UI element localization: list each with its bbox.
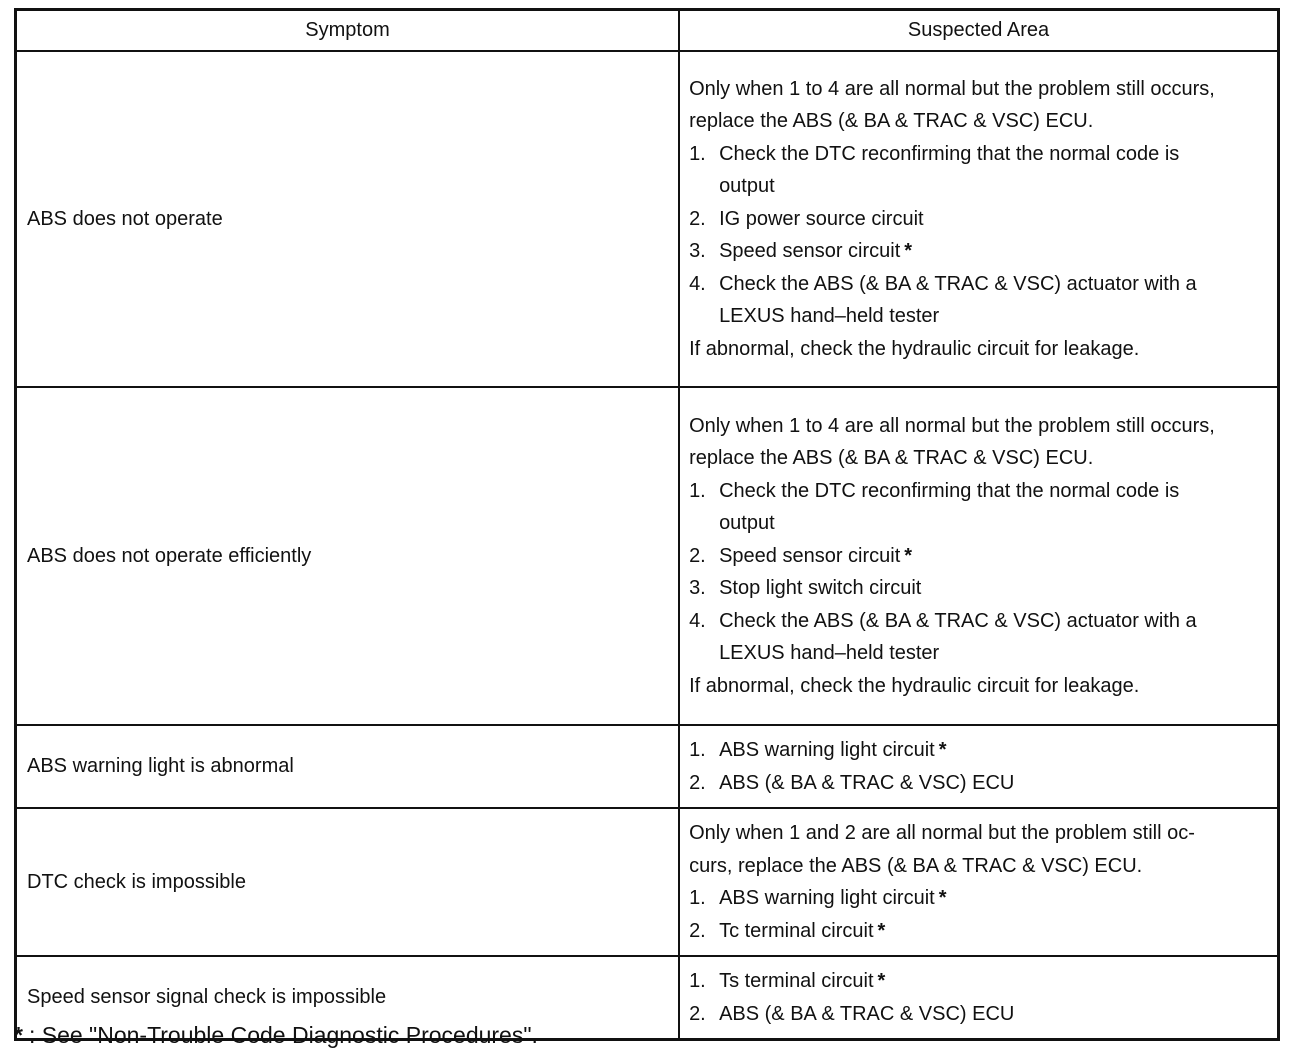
list-item [689, 268, 1267, 333]
list-item-line: ABS (& BA & TRAC & VSC) ECU [719, 771, 1015, 794]
table-row [16, 725, 1279, 808]
table-header-row [16, 10, 1279, 52]
suspected-area-cell [679, 51, 1278, 387]
list-item-line: ABS warning light circuit [719, 739, 935, 761]
intro-line: Only when 1 to 4 are all normal but the problem still occurs, [689, 414, 1215, 437]
list-item-line: Check the ABS (& BA & TRAC & VSC) actuator with a [719, 272, 1197, 295]
list-item-line: Check the DTC reconfirming that the normal code is [719, 142, 1180, 165]
symptom-cell: ABS warning light is abnormal [16, 725, 680, 808]
suspected-area-cell [679, 808, 1278, 956]
list-item-number: 2. [689, 544, 706, 567]
list-item-number: 4. [689, 609, 706, 632]
intro-line: replace the ABS (& BA & TRAC & VSC) ECU. [689, 447, 1094, 470]
table-body [16, 51, 1279, 1040]
reference-star: * [938, 739, 947, 761]
list-item-number: 2. [689, 771, 706, 794]
list-item [689, 203, 1267, 236]
list-item-line: LEXUS hand–held tester [719, 642, 940, 665]
symptom-table [14, 8, 1280, 1041]
list-item-line: Check the DTC reconfirming that the normal code is [719, 479, 1180, 502]
intro-line: Only when 1 to 4 are all normal but the problem still occurs, [689, 77, 1215, 100]
list-item-text [719, 138, 1267, 203]
reference-star: * [877, 919, 886, 942]
list-item-line: LEXUS hand–held tester [719, 305, 940, 328]
intro-line: Only when 1 and 2 are all normal but the problem still oc- [689, 822, 1195, 844]
table-row [16, 51, 1279, 387]
list-item [689, 572, 1267, 605]
list-item-number: 1. [689, 739, 706, 761]
list-item [689, 475, 1267, 540]
suspected-area-cell [679, 725, 1278, 808]
list-item [689, 235, 1267, 268]
list-item-number: 1. [689, 479, 706, 502]
list-item-line: Ts terminal circuit [719, 970, 874, 992]
list-item [689, 734, 1267, 767]
list-item-number: 2. [689, 1002, 706, 1025]
header-suspected-area: Suspected Area [679, 10, 1278, 52]
list-item-number: 2. [689, 207, 706, 230]
list-item-number: 1. [689, 887, 706, 909]
list-item-text [719, 203, 1267, 236]
list-item-line: ABS warning light circuit [719, 887, 935, 909]
list-item-text [719, 965, 1267, 998]
list-item [689, 605, 1267, 670]
footnote [14, 1022, 538, 1049]
table-row [16, 387, 1279, 725]
list-item [689, 965, 1267, 998]
footnote-marker: * [14, 1022, 23, 1048]
list-item-number: 1. [689, 970, 706, 992]
list-item [689, 767, 1267, 800]
list-item-text [719, 572, 1267, 605]
symptom-cell: ABS does not operate efficiently [16, 387, 680, 725]
suspected-area-cell [679, 956, 1278, 1040]
list-item-text [719, 268, 1267, 333]
symptom-cell: Speed sensor signal check is impossible [16, 956, 680, 1040]
list-item-number: 1. [689, 142, 706, 165]
list-item [689, 138, 1267, 203]
list-item [689, 540, 1267, 573]
list-item-line: ABS (& BA & TRAC & VSC) ECU [719, 1002, 1015, 1025]
reference-star: * [938, 887, 947, 909]
intro-line: curs, replace the ABS (& BA & TRAC & VSC) ECU. [689, 854, 1143, 877]
list-item [689, 882, 1267, 915]
list-item-line: output [719, 512, 775, 535]
list-item-line: Stop light switch circuit [719, 577, 922, 600]
symptom-cell: ABS does not operate [16, 51, 680, 387]
list-item-line: IG power source circuit [719, 207, 924, 230]
reference-star: * [877, 970, 886, 992]
list-item [689, 998, 1267, 1031]
outro-line: If abnormal, check the hydraulic circuit for leakage. [689, 337, 1140, 360]
symptom-cell: DTC check is impossible [16, 808, 680, 956]
reference-star: * [904, 240, 913, 263]
list-item-text [719, 235, 1267, 268]
table-row [16, 808, 1279, 956]
outro-line: If abnormal, check the hydraulic circuit for leakage. [689, 674, 1140, 697]
list-item-line: Tc terminal circuit [719, 919, 874, 942]
intro-line: replace the ABS (& BA & TRAC & VSC) ECU. [689, 110, 1094, 133]
list-item-line: output [719, 175, 775, 198]
reference-star: * [904, 544, 913, 567]
list-item-text [719, 734, 1267, 767]
list-item-number: 2. [689, 919, 706, 942]
list-item-text [719, 998, 1267, 1031]
suspected-area-cell [679, 387, 1278, 725]
list-item-number: 3. [689, 240, 706, 263]
list-item-number: 4. [689, 272, 706, 295]
list-item [689, 915, 1267, 948]
list-item-text [719, 767, 1267, 800]
list-item-text [719, 882, 1267, 915]
list-item-number: 3. [689, 577, 706, 600]
header-symptom: Symptom [16, 10, 680, 52]
list-item-line: Speed sensor circuit [719, 544, 901, 567]
list-item-text [719, 475, 1267, 540]
footnote-text: : See "Non-Trouble Code Diagnostic Procedures". [28, 1022, 538, 1048]
list-item-text [719, 605, 1267, 670]
list-item-line: Check the ABS (& BA & TRAC & VSC) actuator with a [719, 609, 1197, 632]
list-item-text [719, 540, 1267, 573]
list-item-text [719, 915, 1267, 948]
list-item-line: Speed sensor circuit [719, 240, 901, 263]
